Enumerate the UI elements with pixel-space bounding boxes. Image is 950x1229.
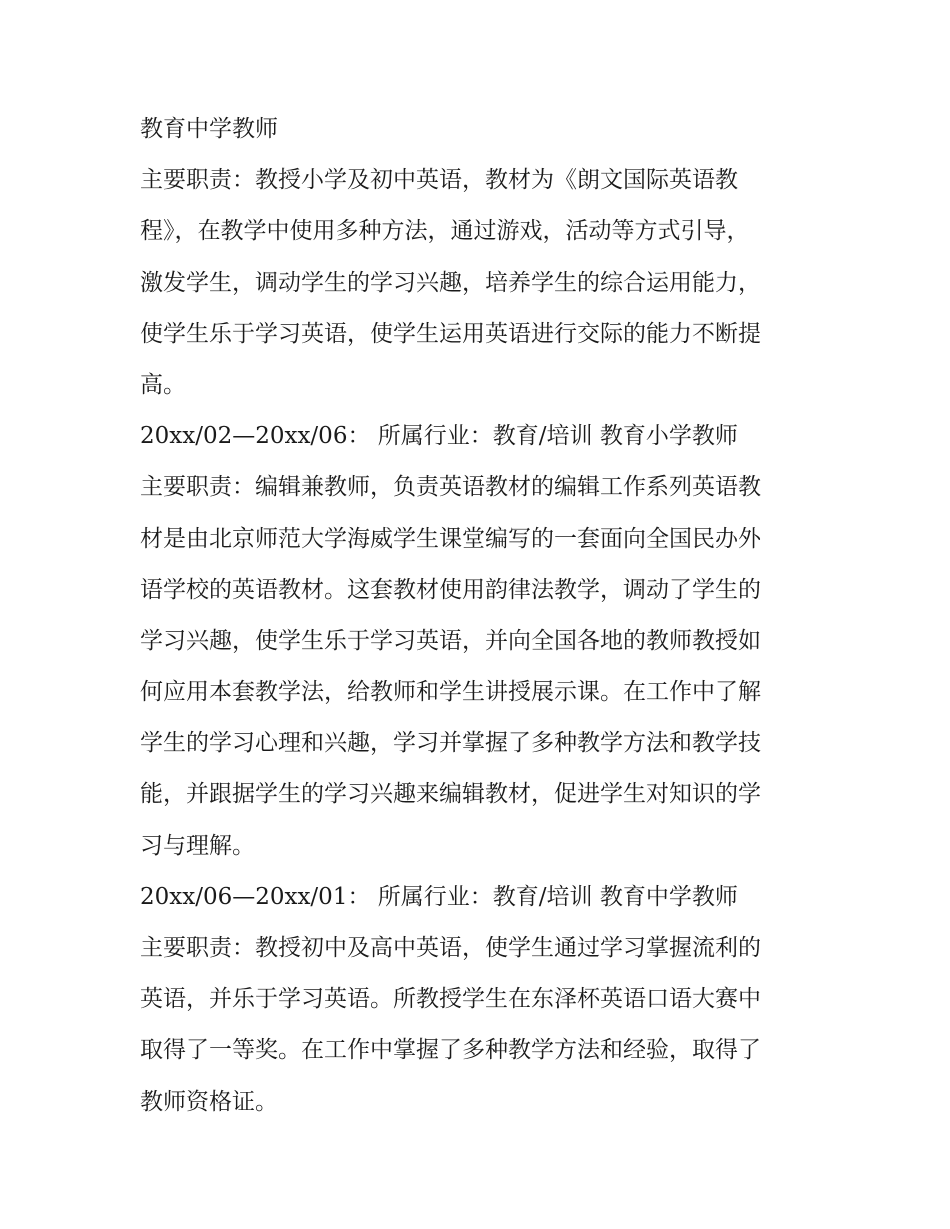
- duties-line: 程》，在教学中使用多种方法，通过游戏，活动等方式引导，: [140, 218, 750, 245]
- duties-line: 取得了一等奖。在工作中掌握了多种教学方法和经验，取得了: [140, 1037, 761, 1064]
- duties-line: 主要职责：编辑兼教师，负责英语教材的编辑工作系列英语教: [140, 474, 761, 501]
- duties-line: 使学生乐于学习英语，使学生运用英语进行交际的能力不断提: [140, 320, 761, 347]
- duties-line: 能，并跟据学生的学习兴趣来编辑教材，促进学生对知识的学: [140, 781, 761, 808]
- duties-line: 教师资格证。: [140, 1088, 278, 1115]
- duties-line: 何应用本套教学法，给教师和学生讲授展示课。在工作中了解: [140, 679, 761, 706]
- duties-line: 习与理解。: [140, 832, 255, 859]
- period-industry-line: 20xx/06—20xx/01： 所属行业：教育/培训 教育中学教师: [140, 883, 738, 910]
- duties-line: 高。: [140, 371, 186, 398]
- duties-line: 语学校的英语教材。这套教材使用韵律法教学，调动了学生的: [140, 576, 761, 603]
- duties-line: 主要职责：教授小学及初中英语，教材为《朗文国际英语教: [140, 167, 738, 194]
- duties-line: 学生的学习心理和兴趣，学习并掌握了多种教学方法和教学技: [140, 730, 761, 757]
- job-title-line: 教育中学教师: [140, 116, 278, 142]
- duties-line: 英语，并乐于学习英语。所教授学生在东泽杯英语口语大赛中: [140, 986, 761, 1013]
- duties-line: 主要职责：教授初中及高中英语，使学生通过学习掌握流利的: [140, 935, 761, 961]
- period-industry-line: 20xx/02—20xx/06： 所属行业：教育/培训 教育小学教师: [140, 423, 738, 450]
- duties-line: 激发学生，调动学生的学习兴趣，培养学生的综合运用能力，: [140, 269, 761, 296]
- document-body: [140, 104, 820, 1128]
- duties-line: 材是由北京师范大学海威学生课堂编写的一套面向全国民办外: [140, 525, 761, 552]
- duties-line: 学习兴趣，使学生乐于学习英语，并向全国各地的教师教授如: [140, 627, 761, 654]
